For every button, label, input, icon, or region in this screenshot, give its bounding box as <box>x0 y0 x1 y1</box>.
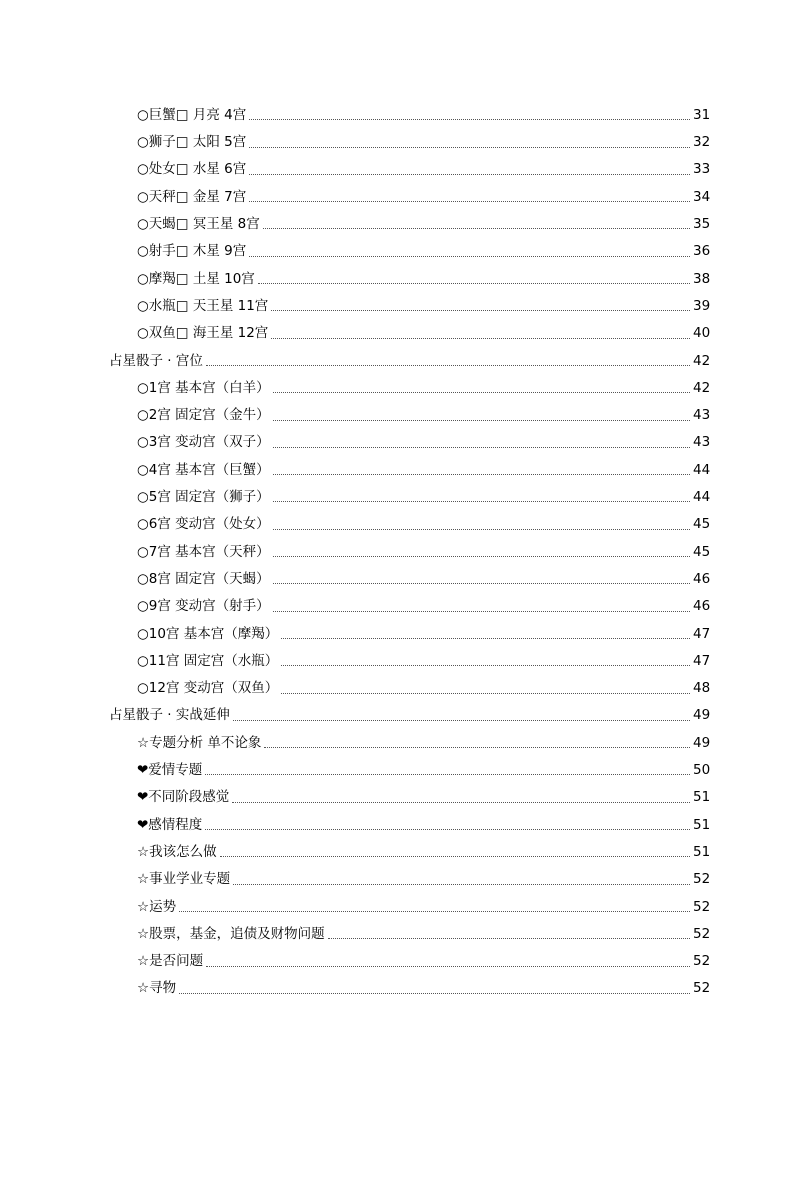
dot-leader <box>273 391 690 393</box>
toc-entry-title: ❤不同阶段感觉 <box>137 789 230 806</box>
toc-entry-title: ☆寻物 <box>137 980 177 997</box>
toc-entry-title: ☆运势 <box>137 898 177 915</box>
dot-leader <box>179 910 690 912</box>
dot-leader <box>249 255 690 257</box>
toc-entry-page-number: 49 <box>693 707 711 724</box>
toc-entry-page-number: 45 <box>693 543 711 560</box>
toc-entry-page-number: 52 <box>693 871 711 888</box>
toc-entry-page-number: 35 <box>693 216 711 233</box>
toc-subsection-entry[interactable] <box>0 511 803 538</box>
dot-leader <box>273 446 690 448</box>
dot-leader <box>281 692 690 694</box>
toc-subsection-entry[interactable] <box>0 320 803 347</box>
toc-entry-title: ○4宫 基本宫（巨蟹） <box>137 461 270 478</box>
toc-entry-page-number: 52 <box>693 898 711 915</box>
toc-entry-page-number: 38 <box>693 270 711 287</box>
dot-leader <box>249 200 690 202</box>
toc-entry-title: ❤爱情专题 <box>137 762 203 779</box>
toc-entry-page-number: 34 <box>693 188 711 205</box>
toc-subsection-entry[interactable] <box>0 648 803 675</box>
toc-entry-title: ○处女□ 水星 6宫 <box>137 161 247 178</box>
dot-leader <box>233 883 690 885</box>
toc-entry-title: ○6宫 变动宫（处女） <box>137 516 270 533</box>
toc-entry-title: ○摩羯□ 土星 10宫 <box>137 270 255 287</box>
toc-entry-page-number: 46 <box>693 570 711 587</box>
toc-entry-page-number: 47 <box>693 652 711 669</box>
toc-entry-page-number: 43 <box>693 407 711 424</box>
toc-entry-title: ○8宫 固定宫（天蝎） <box>137 570 270 587</box>
dot-leader <box>179 992 690 994</box>
toc-entry-title: ○天秤□ 金星 7宫 <box>137 188 247 205</box>
toc-entry-page-number: 45 <box>693 516 711 533</box>
toc-subsection-entry[interactable] <box>0 484 803 511</box>
toc-entry-title: 占星骰子 · 宫位 <box>109 352 203 369</box>
toc-subsection-entry[interactable] <box>0 129 803 156</box>
dot-leader <box>281 637 690 639</box>
toc-subsection-entry[interactable] <box>0 948 803 975</box>
toc-entry-title: ☆我该怎么做 <box>137 843 217 860</box>
toc-subsection-entry[interactable] <box>0 539 803 566</box>
table-of-contents <box>0 102 803 1003</box>
dot-leader <box>206 364 690 366</box>
toc-entry-page-number: 46 <box>693 598 711 615</box>
dot-leader <box>205 828 690 830</box>
toc-entry-title: ○9宫 变动宫（射手） <box>137 598 270 615</box>
toc-entry-page-number: 49 <box>693 734 711 751</box>
toc-entry-page-number: 51 <box>693 816 711 833</box>
toc-entry-title: ○3宫 变动宫（双子） <box>137 434 270 451</box>
toc-entry-title: ○狮子□ 太阳 5宫 <box>137 134 247 151</box>
toc-entry-page-number: 36 <box>693 243 711 260</box>
toc-entry-title: ❤感情程度 <box>137 816 203 833</box>
dot-leader <box>328 937 690 939</box>
toc-subsection-entry[interactable] <box>0 839 803 866</box>
dot-leader <box>273 500 690 502</box>
dot-leader <box>233 719 690 721</box>
toc-subsection-entry[interactable] <box>0 566 803 593</box>
toc-entry-page-number: 51 <box>693 789 711 806</box>
toc-subsection-entry[interactable] <box>0 238 803 265</box>
dot-leader <box>273 473 690 475</box>
dot-leader <box>249 118 690 120</box>
dot-leader <box>273 610 690 612</box>
dot-leader <box>232 801 690 803</box>
toc-subsection-entry[interactable] <box>0 211 803 238</box>
toc-subsection-entry[interactable] <box>0 757 803 784</box>
toc-entry-title: 占星骰子 · 实战延伸 <box>109 707 230 724</box>
toc-entry-page-number: 39 <box>693 297 711 314</box>
toc-subsection-entry[interactable] <box>0 730 803 757</box>
toc-entry-page-number: 33 <box>693 161 711 178</box>
toc-subsection-entry[interactable] <box>0 675 803 702</box>
dot-leader <box>258 282 690 284</box>
toc-section-entry[interactable] <box>0 348 803 375</box>
toc-entry-title: ○10宫 基本宫（摩羯） <box>137 625 279 642</box>
toc-subsection-entry[interactable] <box>0 157 803 184</box>
toc-subsection-entry[interactable] <box>0 866 803 893</box>
dot-leader <box>273 555 690 557</box>
toc-entry-page-number: 47 <box>693 625 711 642</box>
toc-subsection-entry[interactable] <box>0 402 803 429</box>
dot-leader <box>205 773 690 775</box>
toc-entry-title: ○1宫 基本宫（白羊） <box>137 379 270 396</box>
toc-entry-page-number: 48 <box>693 680 711 697</box>
toc-entry-title: ○巨蟹□ 月亮 4宫 <box>137 106 247 123</box>
toc-subsection-entry[interactable] <box>0 976 803 1003</box>
toc-entry-title: ○11宫 固定宫（水瓶） <box>137 652 279 669</box>
toc-entry-title: ○天蝎□ 冥王星 8宫 <box>137 216 260 233</box>
toc-subsection-entry[interactable] <box>0 593 803 620</box>
toc-entry-page-number: 32 <box>693 134 711 151</box>
dot-leader <box>281 664 690 666</box>
toc-subsection-entry[interactable] <box>0 784 803 811</box>
toc-subsection-entry[interactable] <box>0 921 803 948</box>
toc-entry-page-number: 51 <box>693 843 711 860</box>
toc-subsection-entry[interactable] <box>0 894 803 921</box>
toc-subsection-entry[interactable] <box>0 457 803 484</box>
toc-entry-page-number: 44 <box>693 489 711 506</box>
dot-leader <box>273 528 690 530</box>
toc-entry-page-number: 42 <box>693 352 711 369</box>
toc-subsection-entry[interactable] <box>0 621 803 648</box>
toc-entry-page-number: 52 <box>693 980 711 997</box>
toc-entry-title: ☆是否问题 <box>137 953 204 970</box>
toc-entry-title: ○水瓶□ 天王星 11宫 <box>137 297 269 314</box>
dot-leader <box>264 746 690 748</box>
toc-entry-page-number: 42 <box>693 379 711 396</box>
toc-entry-page-number: 44 <box>693 461 711 478</box>
toc-entry-title: ☆专题分析 单不论象 <box>137 734 262 751</box>
toc-subsection-entry[interactable] <box>0 293 803 320</box>
toc-entry-page-number: 43 <box>693 434 711 451</box>
toc-subsection-entry[interactable] <box>0 266 803 293</box>
dot-leader <box>249 173 690 175</box>
toc-subsection-entry[interactable] <box>0 102 803 129</box>
toc-entry-title: ○12宫 变动宫（双鱼） <box>137 680 279 697</box>
toc-subsection-entry[interactable] <box>0 430 803 457</box>
toc-entry-title: ○5宫 固定宫（狮子） <box>137 489 270 506</box>
toc-subsection-entry[interactable] <box>0 812 803 839</box>
dot-leader <box>263 227 690 229</box>
dot-leader <box>273 419 690 421</box>
toc-entry-page-number: 52 <box>693 953 711 970</box>
dot-leader <box>220 855 690 857</box>
toc-entry-page-number: 50 <box>693 762 711 779</box>
dot-leader <box>271 337 690 339</box>
toc-subsection-entry[interactable] <box>0 375 803 402</box>
toc-subsection-entry[interactable] <box>0 184 803 211</box>
toc-entry-page-number: 40 <box>693 325 711 342</box>
toc-entry-title: ○射手□ 木星 9宫 <box>137 243 247 260</box>
dot-leader <box>271 309 690 311</box>
toc-entry-title: ☆事业学业专题 <box>137 871 231 888</box>
toc-entry-title: ☆股票，基金，追债及财物问题 <box>137 925 325 942</box>
toc-entry-page-number: 31 <box>693 106 711 123</box>
toc-section-entry[interactable] <box>0 703 803 730</box>
toc-entry-page-number: 52 <box>693 925 711 942</box>
toc-entry-title: ○2宫 固定宫（金牛） <box>137 407 270 424</box>
toc-entry-title: ○7宫 基本宫（天秤） <box>137 543 270 560</box>
dot-leader <box>249 146 690 148</box>
dot-leader <box>206 965 690 967</box>
dot-leader <box>273 582 690 584</box>
toc-entry-title: ○双鱼□ 海王星 12宫 <box>137 325 269 342</box>
